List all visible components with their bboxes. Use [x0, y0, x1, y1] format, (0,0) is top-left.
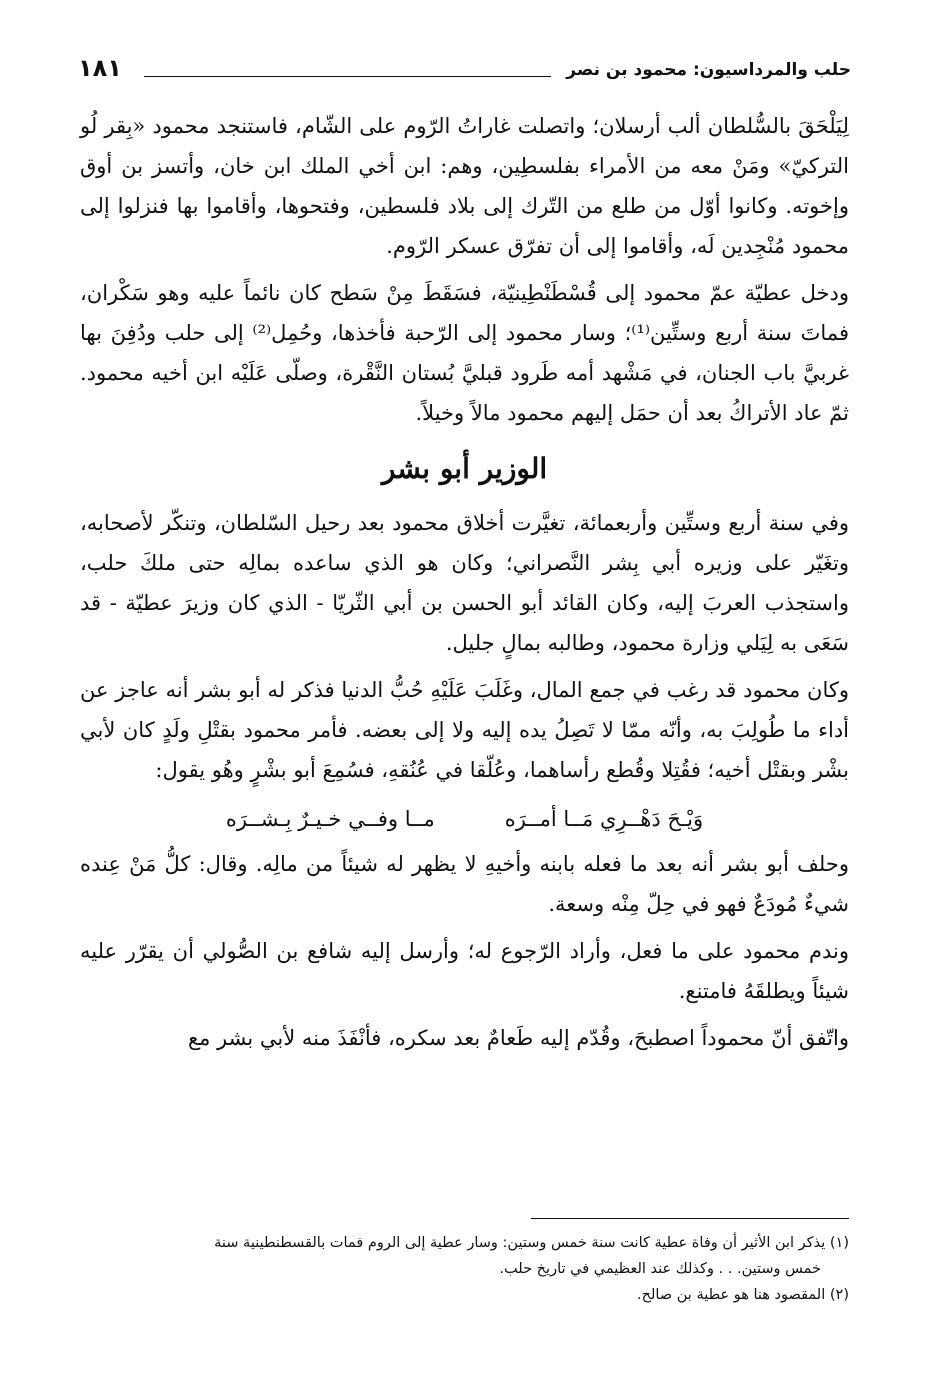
- paragraph: ودخل عطيّة عمّ محمود إلى قُسْطَنْطِينيّة، فسَقَطَ مِنْ سَطح كان نائماً عليه وهو سَكْران، فماتَ سنة أربع وستِّين⁽¹⁾؛ وسار محمود إلى الرّحبة فأخذها، وحُمِل⁽²⁾ إلى حلب ودُفِنَ بها غربيَّ باب الجنان، في مَشْهد أمه طَرود قبليَّ بُستان النَّقْرة، وصلّى عَلَيْه ابن أخيه محمود. ثمّ عاد الأتراكُ بعد أن حمَل إليهم محمود مالاً وخيلاً.: [80, 281, 850, 425]
- footnote-marker: (١): [829, 1235, 849, 1251]
- poem-verse: [80, 800, 849, 838]
- footnote-text: يذكر ابن الأثير أن وفاة عطية كانت سنة خمس وستين: وسار عطية إلى الروم فمات بالقسطنطينية سنة: [214, 1235, 826, 1251]
- footnote-continuation: خمس وستين. . . وكذلك عند العظيمي في تاريخ حلب.: [499, 1261, 821, 1277]
- footnotes: [80, 1230, 849, 1308]
- verse-right-hemistich: وَيْـحَ دَهْــرِي مَــا أمــرَه: [504, 807, 704, 831]
- paragraph: لِيَلْحَقَ بالسُّلطان ألب أرسلان؛ واتصلت غاراتُ الرّوم على الشّام، فاستنجد محمود «بِقر لُو التركيّ» ومَنْ معه من الأمراء بفلسطِين، وهم: ابن أخي الملك ابن خان، وأتسز بن أوق وإخوته. وكانوا أوّل من طلع من التّرك إلى بلاد فلسطين، وفتحوها، وأقاموا بها فنزلوا إلى محمود مُنْجِدين لَه، وأقاموا إلى أن تفرّق عسكر الرّوم.: [80, 114, 849, 258]
- paragraph: وندم محمود على ما فعل، وأراد الرّجوع له؛ وأرسل إليه شافع بن الصُّولي أن يقرّر عليه شيئاً ويطلقَهُ فامتنع.: [80, 939, 849, 1003]
- section-title: الوزير أبو بشر: [381, 452, 548, 485]
- paragraph: وفي سنة أربع وستِّين وأربعمائة، تغيَّرت أخلاق محمود بعد رحيل السّلطان، وتنكّر لأصحابه، وتغَيّر على وزيره أبي بِشر النَّصراني؛ وكان هو الذي ساعده بمالِه حتى ملكَ حلب، واستجذب العربَ إليه، وكان القائد أبو الحسن بن أبي الثّريّا - الذي كان وزيرَ عطيّة - قد سَعَى به لِيَلي وزارة محمود، وطالبه بمالٍ جليل.: [80, 511, 849, 655]
- footnote-1: [80, 1230, 849, 1282]
- footnote-marker: (٢): [829, 1287, 849, 1303]
- footnote-2: [80, 1282, 849, 1308]
- paragraph: واتّفق أنّ محموداً اصطبحَ، وقُدّم إليه طَعامٌ بعد سكره، فأنْفَذَ منه لأبي بشر مع: [187, 1026, 849, 1050]
- footnote-text: المقصود هنا هو عطية بن صالح.: [637, 1287, 826, 1303]
- header-rule: [144, 76, 551, 77]
- page-number: ١٨١: [78, 54, 122, 82]
- paragraph: وكان محمود قد رغب في جمع المال، وغَلَبَ عَلَيْهِ حُبُّ الدنيا فذكر له أبو بشر أنه عاجز عن أداء ما طُولِبَ به، وأنّه ممّا لا تَصِلُ يده إليه ولا إلى بعضه. فأمر محمود بقتْلِ ولَدٍ كان لأبي بشْر وبقتْل أخيه؛ فقُتِلا وقُطع رأساهما، وعُلّقا في عُنُقهِ، فسُمِعَ أبو بشْرٍ وهُو يقول:: [80, 678, 849, 782]
- paragraph: وحلف أبو بشر أنه بعد ما فعله بابنه وأخيهِ لا يظهر له شيئاً من مالِه. وقال: كلُّ مَنْ عِنده شيءٌ مُودَعٌ فهو في حِلّ مِنْه وسعة.: [80, 852, 849, 916]
- running-header: [78, 54, 851, 90]
- running-title: حلب والمرداسيون: محمود بن نصر: [566, 60, 851, 80]
- body-text: [80, 106, 849, 1058]
- footnote-rule: [531, 1218, 849, 1219]
- verse-left-hemistich: مــا وفــي خـيـرٌ بِـشــرَه: [225, 807, 435, 831]
